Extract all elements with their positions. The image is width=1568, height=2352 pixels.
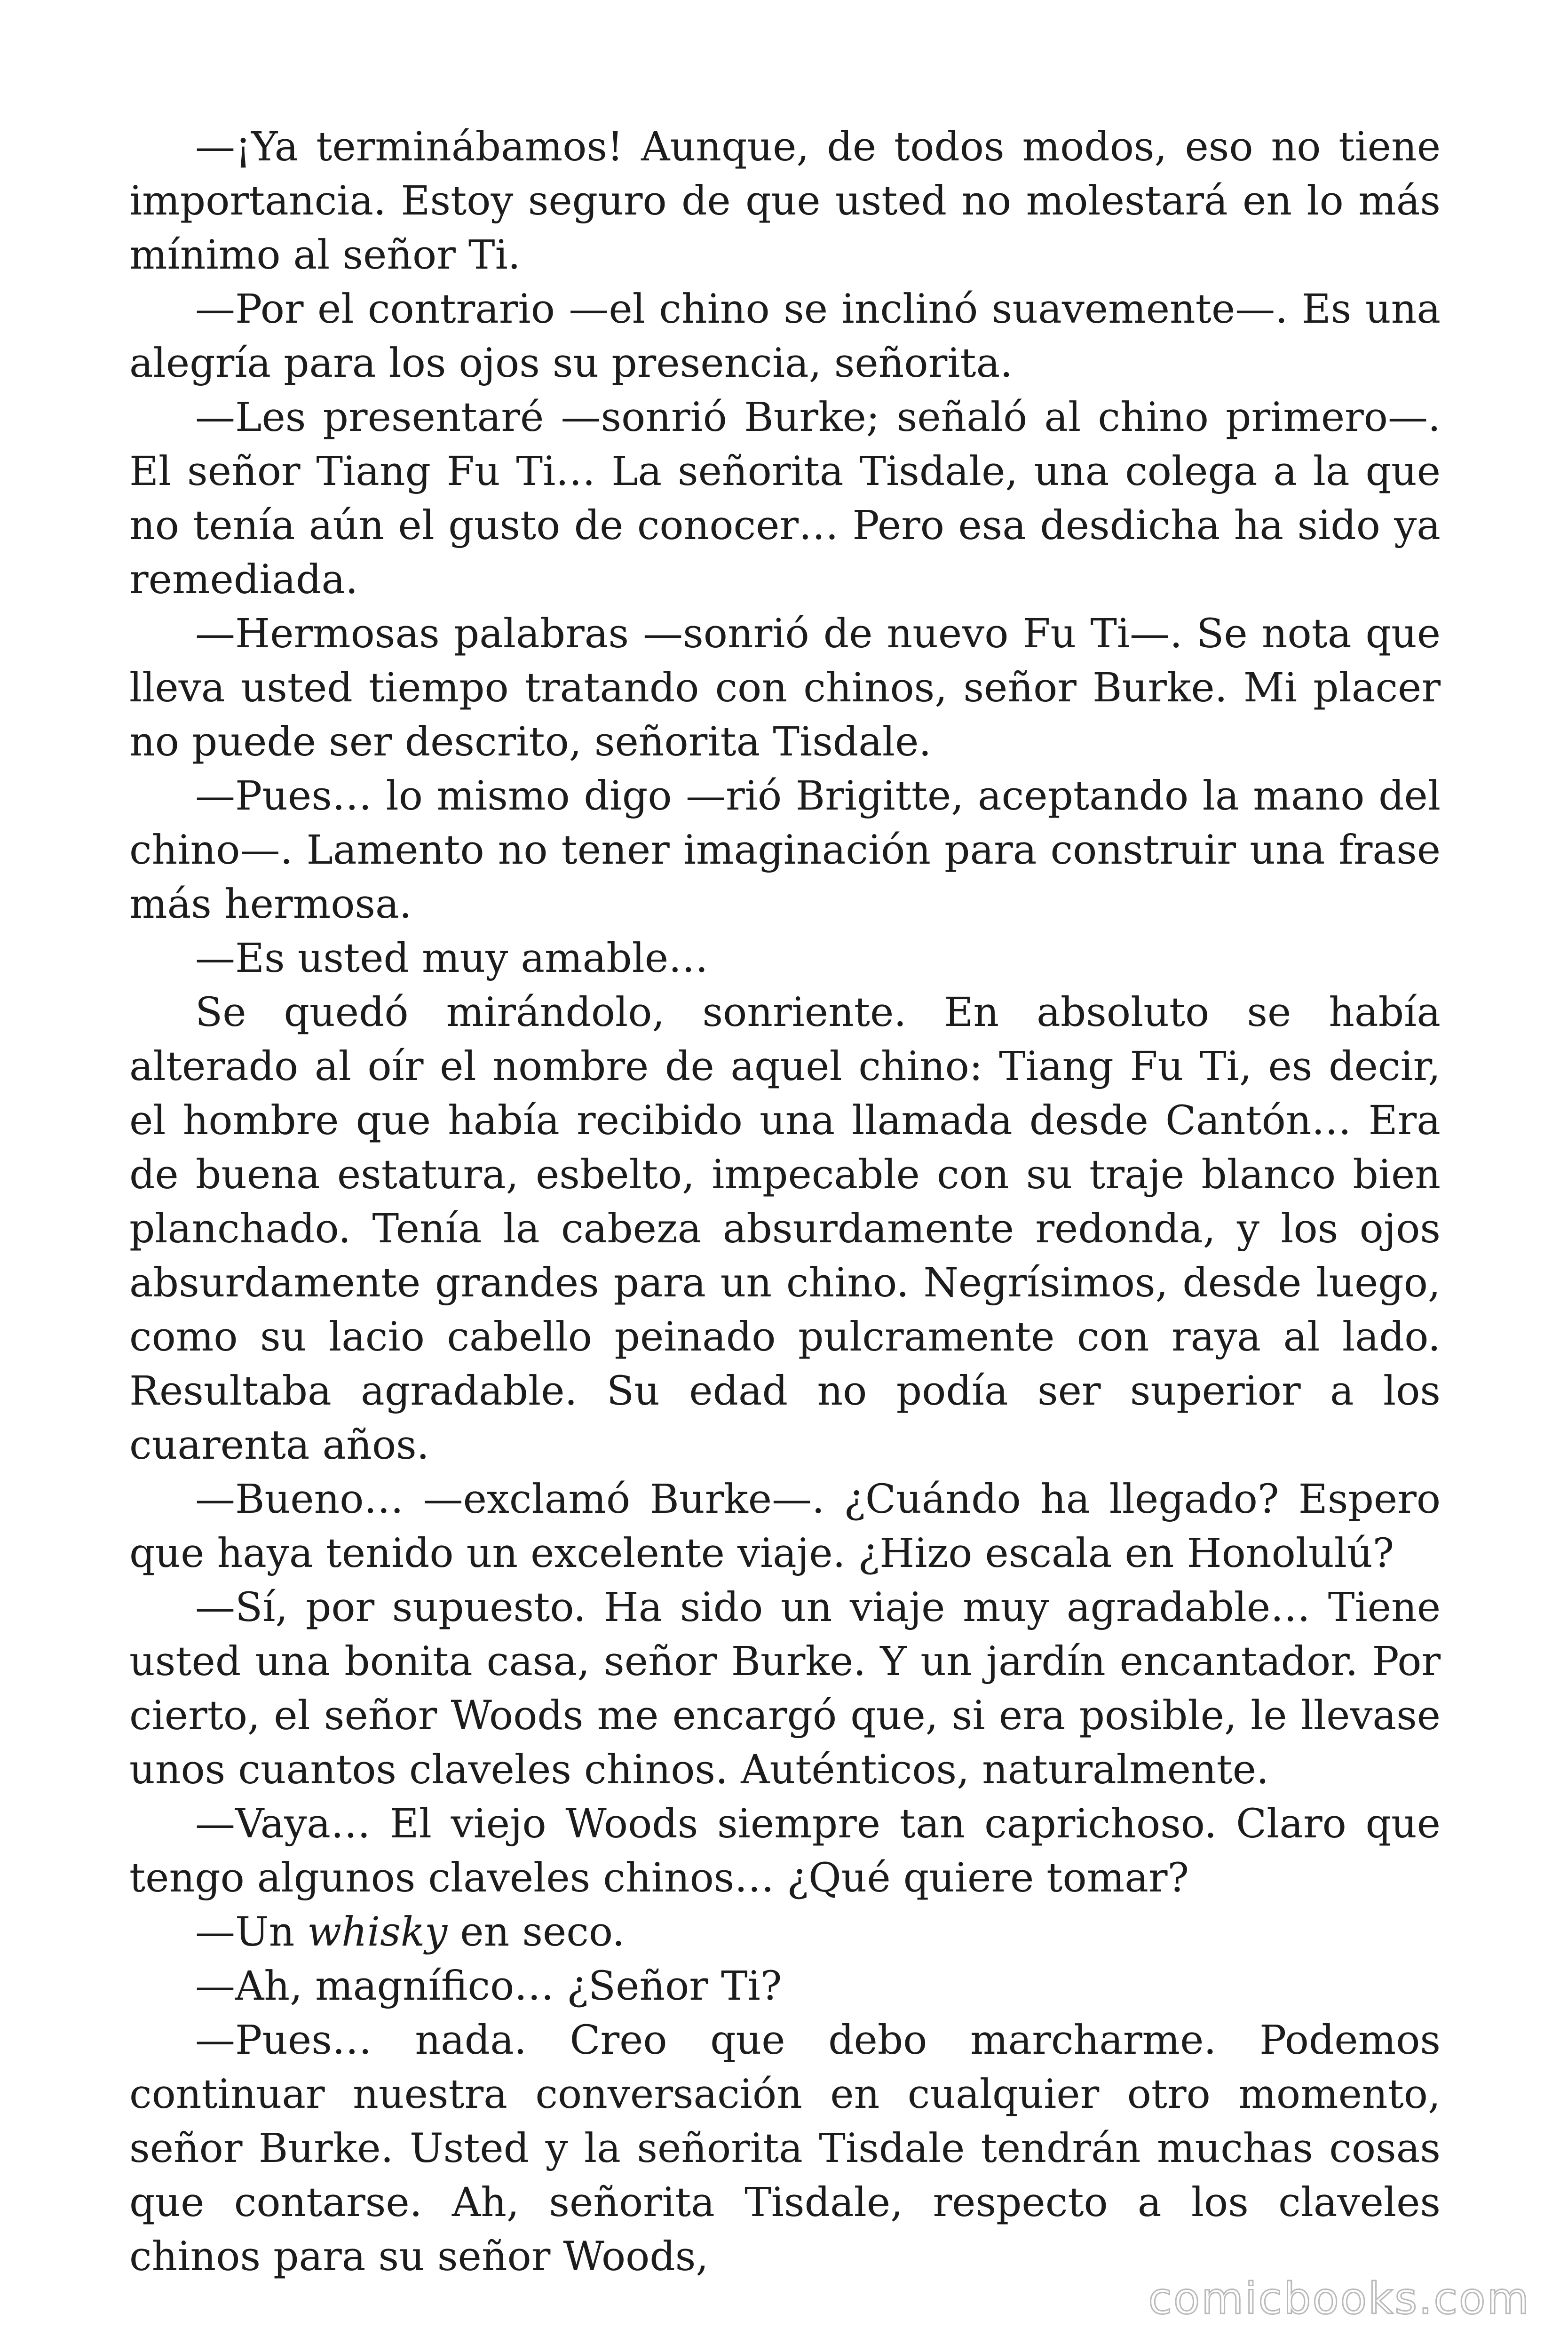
paragraph: —Ah, magnífico… ¿Señor Ti? (195, 1963, 782, 2010)
paragraph: —Pues… lo mismo digo —rió Brigitte, aceptando la mano del chino—. Lamento no tener imaginación para construir una frase más hermosa. (129, 773, 1441, 928)
page-body-text (129, 120, 1441, 2284)
paragraph: —Es usted muy amable… (195, 935, 709, 982)
paragraph: —Bueno… —exclamó Burke—. ¿Cuándo ha llegado? Espero que haya tenido un excelente viaje. ¿Hizo escala en Honolulú? (129, 1476, 1441, 1577)
paragraph: —Por el contrario —el chino se inclinó suavemente—. Es una alegría para los ojos su presencia, señorita. (129, 286, 1441, 387)
paragraph: —Pues… nada. Creo que debo marcharme. Podemos continuar nuestra conversación en cualquier otro momento, señor Burke. Usted y la señorita Tisdale tendrán muchas cosas que contarse. Ah, señorita Tisdale, respecto a los claveles chinos para su señor Woods, (129, 2017, 1441, 2280)
paragraph: —¡Ya terminábamos! Aunque, de todos modos, eso no tiene importancia. Estoy seguro de que usted no molestará en lo más mínimo al señor Ti. (129, 124, 1441, 278)
paragraph: —Vaya… El viejo Woods siempre tan caprichoso. Claro que tengo algunos claveles chinos… ¿Qué quiere tomar? (129, 1801, 1441, 1901)
paragraph: —Hermosas palabras —sonrió de nuevo Fu Ti—. Se nota que lleva usted tiempo tratando con chinos, señor Burke. Mi placer no puede ser descrito, señorita Tisdale. (129, 611, 1441, 765)
paragraph: —Sí, por supuesto. Ha sido un viaje muy agradable… Tiene usted una bonita casa, señor Burke. Y un jardín encantador. Por cierto, el señor Woods me encargó que, si era posible, le llevase unos cuantos claveles chinos. Auténticos, naturalmente. (129, 1584, 1441, 1793)
paragraph: Se quedó mirándolo, sonriente. En absoluto se había alterado al oír el nombre de aquel chino: Tiang Fu Ti, es decir, el hombre que había recibido una llamada desde Cantón… Era de buena estatura, esbelto, impecable con su traje blanco bien planchado. Tenía la cabeza absurdamente redonda, y los ojos absurdamente grandes para un chino. Negrísimos, desde luego, como su lacio cabello peinado pulcramente con raya al lado. Resultaba agradable. Su edad no podía ser superior a los cuarenta años. (129, 989, 1441, 1469)
paragraph-whisky (129, 1905, 1441, 1959)
whisky-line-after: en seco. (447, 1909, 625, 1955)
whisky-line-before: —Un (195, 1909, 308, 1955)
paragraph: —Les presentaré —sonrió Burke; señaló al chino primero—. El señor Tiang Fu Ti… La señorita Tisdale, una colega a la que no tenía aún el gusto de conocer… Pero esa desdicha ha sido ya remediada. (129, 394, 1441, 603)
watermark: comicbooks.com (1148, 2273, 1530, 2324)
whisky-line-italic: whisky (307, 1909, 448, 1955)
